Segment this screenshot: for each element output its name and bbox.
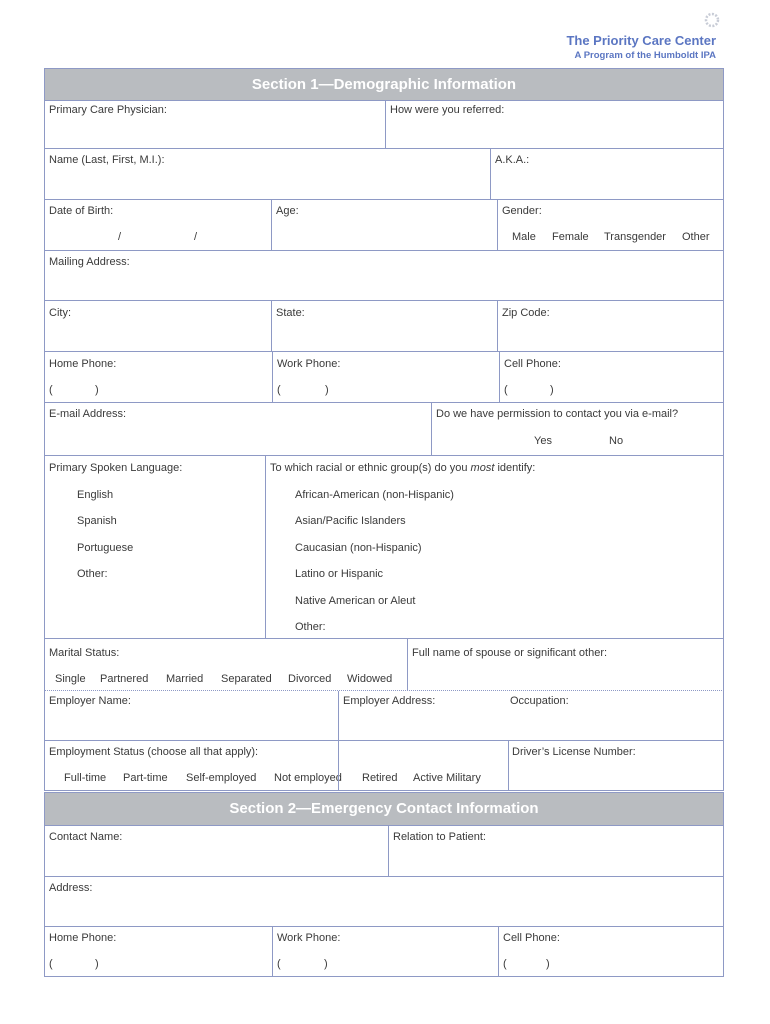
age-label: Age: [276,205,299,217]
contact-home-phone-close-paren: ) [95,958,99,970]
gender-option-transgender[interactable]: Transgender [604,231,666,243]
section2-title: Section 2—Emergency Contact Information [229,800,539,817]
primary-physician-label: Primary Care Physician: [49,104,167,116]
section1-header [44,68,724,101]
race-option-native-american[interactable]: Native American or Aleut [295,595,416,607]
language-option-other[interactable]: Other: [77,568,108,580]
dob-slash-1: / [118,231,122,243]
language-option-english[interactable]: English [77,489,114,501]
gender-option-female[interactable]: Female [552,231,589,243]
city-field[interactable] [45,301,271,351]
email-permission-field [431,403,723,455]
language-option-portuguese[interactable]: Portuguese [77,542,134,554]
work-phone-field[interactable] [272,352,499,402]
contact-work-phone-close-paren: ) [324,958,328,970]
race-option-caucasian[interactable]: Caucasian (non-Hispanic) [295,542,422,554]
contact-cell-phone-open-paren: ( [503,958,507,970]
dob-label: Date of Birth: [49,205,114,217]
employment-status-label: Employment Status (choose all that apply): [49,746,259,758]
work-phone-open-paren: ( [277,384,281,396]
state-label: State: [276,307,305,319]
employment-option-part-time[interactable]: Part-time [123,772,168,784]
gender-label: Gender: [502,205,542,217]
dob-slash-2: / [194,231,198,243]
marital-option-separated[interactable]: Separated [221,673,272,685]
cell-phone-label: Cell Phone: [504,358,561,370]
work-phone-close-paren: ) [325,384,329,396]
employer-name-label: Employer Name: [49,695,131,707]
contact-work-phone-open-paren: ( [277,958,281,970]
section2-header [44,792,724,826]
language-option-spanish[interactable]: Spanish [77,515,117,527]
gender-option-male[interactable]: Male [512,231,536,243]
contact-address-field[interactable] [45,877,723,926]
row-contact [44,826,724,877]
contact-home-phone-label: Home Phone: [49,932,117,944]
marital-option-partnered[interactable]: Partnered [100,673,149,685]
aka-label: A.K.A.: [495,154,530,166]
cell-phone-open-paren: ( [504,384,508,396]
section1-title: Section 1—Demographic Information [251,76,517,93]
spouse-name-field[interactable] [407,639,723,690]
employment-status-field [45,741,342,790]
gender-field [497,200,723,250]
drivers-license-label: Driver’s License Number: [512,746,636,758]
employment-status-field-continued [338,741,508,790]
race-option-african-american[interactable]: African-American (non-Hispanic) [295,489,454,501]
race-option-asian-pacific[interactable]: Asian/Pacific Islanders [295,515,406,527]
row-contact-address [44,877,724,927]
contact-work-phone-field[interactable] [272,927,498,976]
org-name: The Priority Care Center [566,33,716,48]
spouse-name-label: Full name of spouse or significant other: [412,647,608,659]
contact-cell-phone-field[interactable] [498,927,723,976]
race-option-latino[interactable]: Latino or Hispanic [295,568,384,580]
referred-field[interactable] [385,101,723,148]
employment-option-full-time[interactable]: Full-time [64,772,107,784]
email-permission-yes[interactable]: Yes [534,435,552,447]
marital-option-divorced[interactable]: Divorced [288,673,332,685]
dob-field[interactable] [45,200,271,250]
employment-option-not-employed[interactable]: Not employed [274,772,342,784]
name-field[interactable] [45,149,490,199]
contact-cell-phone-label: Cell Phone: [503,932,560,944]
occupation-label: Occupation: [510,695,569,707]
row-dob [44,200,724,251]
mailing-address-field[interactable] [45,251,723,300]
row-city [44,301,724,352]
city-label: City: [49,307,71,319]
contact-cell-phone-close-paren: ) [546,958,550,970]
work-phone-label: Work Phone: [277,358,341,370]
intake-form [44,68,724,976]
priority-care-logo-icon [704,12,720,28]
marital-option-single[interactable]: Single [55,673,86,685]
employment-option-retired[interactable]: Retired [362,772,398,784]
state-field[interactable] [271,301,497,351]
row-employer [44,691,724,741]
row-email [44,403,724,456]
home-phone-close-paren: ) [95,384,99,396]
row-language-race [44,456,724,639]
row-marital [44,639,724,691]
contact-name-field[interactable] [45,826,388,876]
zip-field[interactable] [497,301,723,351]
row-name [44,149,724,200]
row-phones [44,352,724,403]
employment-option-active-military[interactable]: Active Military [413,772,481,784]
marital-status-label: Marital Status: [49,647,120,659]
email-label: E-mail Address: [49,408,127,420]
contact-work-phone-label: Work Phone: [277,932,341,944]
language-field [45,456,265,638]
marital-option-widowed[interactable]: Widowed [347,673,393,685]
home-phone-open-paren: ( [49,384,53,396]
gender-option-other[interactable]: Other [682,231,710,243]
org-subtitle: A Program of the Humboldt IPA [574,50,716,61]
race-option-other[interactable]: Other: [295,621,326,633]
row-contact-phones [44,927,724,977]
primary-physician-field[interactable] [45,101,385,148]
email-field[interactable] [45,403,431,455]
contact-name-label: Contact Name: [49,831,123,843]
relation-label: Relation to Patient: [393,831,486,843]
cell-phone-close-paren: ) [550,384,554,396]
cell-phone-field[interactable] [499,352,723,402]
age-field[interactable] [271,200,497,250]
row-employment [44,741,724,791]
employer-name-field[interactable] [45,691,338,740]
row-physician [44,101,724,149]
email-permission-label: Do we have permission to contact you via e-mail? [436,408,679,420]
marital-status-field [45,639,407,690]
home-phone-label: Home Phone: [49,358,117,370]
marital-option-married[interactable]: Married [166,673,204,685]
contact-home-phone-field[interactable] [45,927,272,976]
race-field [265,456,723,638]
contact-home-phone-open-paren: ( [49,958,53,970]
language-label: Primary Spoken Language: [49,462,183,474]
home-phone-field[interactable] [45,352,272,402]
name-label: Name (Last, First, M.I.): [49,154,165,166]
employer-address-label: Employer Address: [343,695,436,707]
aka-field[interactable] [490,149,723,199]
contact-address-label: Address: [49,882,93,894]
zip-label: Zip Code: [502,307,550,319]
employer-address-field[interactable] [338,691,723,740]
email-permission-no[interactable]: No [609,435,624,447]
drivers-license-field[interactable] [508,741,723,790]
employment-option-self-employed[interactable]: Self-employed [186,772,257,784]
race-label: To which racial or ethnic group(s) do you most identify: [270,462,536,474]
row-mailing [44,251,724,301]
relation-field[interactable] [388,826,723,876]
mailing-address-label: Mailing Address: [49,256,130,268]
referred-label: How were you referred: [390,104,505,116]
